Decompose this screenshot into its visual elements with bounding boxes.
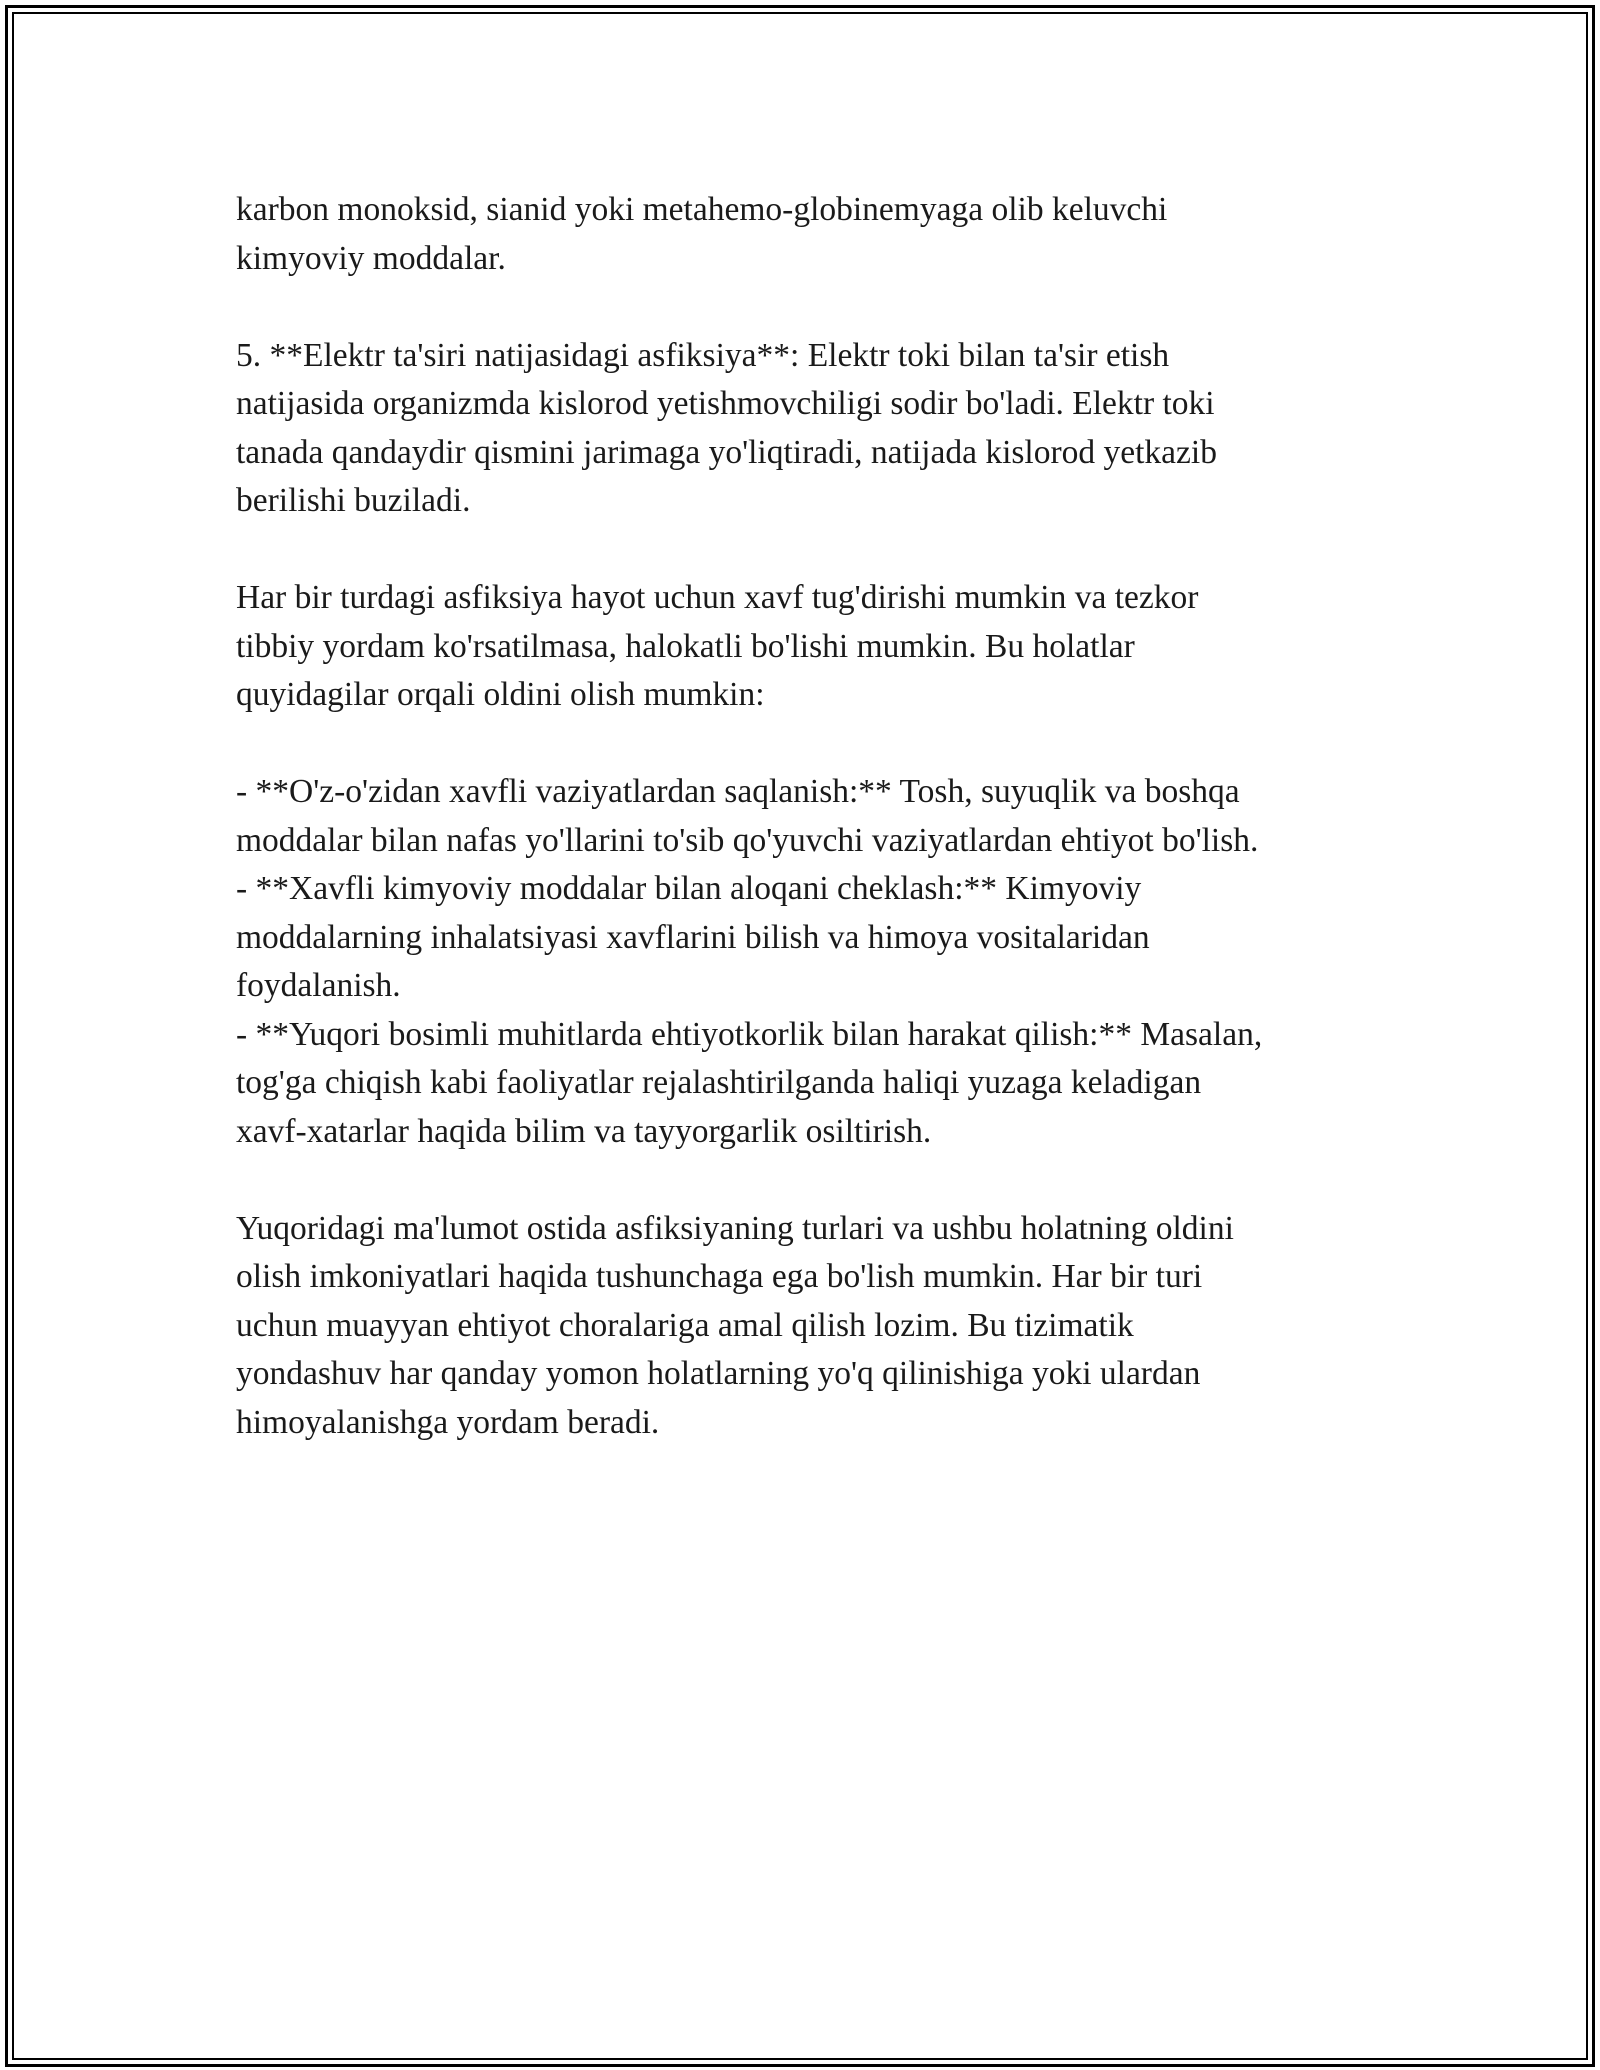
text-line: kimyoviy moddalar. [236, 239, 506, 277]
paragraph-gap [236, 526, 1396, 575]
text-line: quyidagilar orqali oldini olish mumkin: [236, 676, 765, 713]
list-item-line: - **Xavfli kimyoviy moddalar bilan aloqani cheklash:** Kimyoviy [236, 870, 1142, 907]
paragraph-electric-asphyxia [236, 332, 1396, 526]
paragraph-gap [236, 1156, 1396, 1205]
text-line: karbon monoksid, sianid yoki metahemo-globinemyaga olib keluvchi [236, 191, 1168, 228]
paragraph-gap [236, 283, 1396, 332]
document-body [236, 186, 1396, 1447]
list-item-line: moddalar bilan nafas yo'llarini to'sib qo'yuvchi vaziyatlardan ehtiyot bo'lish. [236, 821, 1259, 859]
text-line: himoyalanishga yordam beradi. [236, 1403, 660, 1441]
text-line: berilishi buziladi. [236, 482, 471, 519]
text-line: Yuqoridagi ma'lumot ostida asfiksiyaning turlari va ushbu holatning oldini [236, 1209, 1234, 1247]
paragraph-conclusion [236, 1205, 1396, 1448]
text-line: olish imkoniyatlari haqida tushunchaga ega bo'lish mumkin. Har bir turi [236, 1258, 1203, 1295]
paragraph-danger-summary [236, 574, 1396, 720]
text-line: natijasida organizmda kislorod yetishmovchiligi sodir bo'ladi. Elektr toki [236, 385, 1215, 422]
paragraph-gap [236, 720, 1396, 769]
prevention-list [236, 768, 1396, 1156]
text-line: Har bir turdagi asfiksiya hayot uchun xavf tug'dirishi mumkin va tezkor [236, 579, 1199, 616]
text-line: yondashuv har qanday yomon holatlarning yo'q qilinishiga yoki ulardan [236, 1355, 1201, 1392]
text-line: tibbiy yordam ko'rsatilmasa, halokatli bo'lishi mumkin. Bu holatlar [236, 627, 1135, 665]
list-item-line: xavf-xatarlar haqida bilim va tayyorgarlik osiltirish. [236, 1112, 932, 1150]
list-item-line: tog'ga chiqish kabi faoliyatlar rejalashtirilganda haliqi yuzaga keladigan [236, 1064, 1202, 1101]
paragraph-chemical-agents [236, 186, 1396, 283]
list-item-line: foydalanish. [236, 967, 401, 1004]
list-item-line: - **O'z-o'zidan xavfli vaziyatlardan saqlanish:** Tosh, suyuqlik va boshqa [236, 773, 1240, 810]
text-line: tanada qandaydir qismini jarimaga yo'liqtiradi, natijada kislorod yetkazib [236, 433, 1217, 471]
text-line: uchun muayyan ehtiyot choralariga amal qilish lozim. Bu tizimatik [236, 1306, 1134, 1344]
list-item-line: - **Yuqori bosimli muhitlarda ehtiyotkorlik bilan harakat qilish:** Masalan, [236, 1015, 1263, 1053]
list-item-line: moddalarning inhalatsiyasi xavflarini bilish va himoya vositalaridan [236, 918, 1150, 956]
text-line: 5. **Elektr ta'siri natijasidagi asfiksiya**: Elektr toki bilan ta'sir etish [236, 336, 1170, 374]
